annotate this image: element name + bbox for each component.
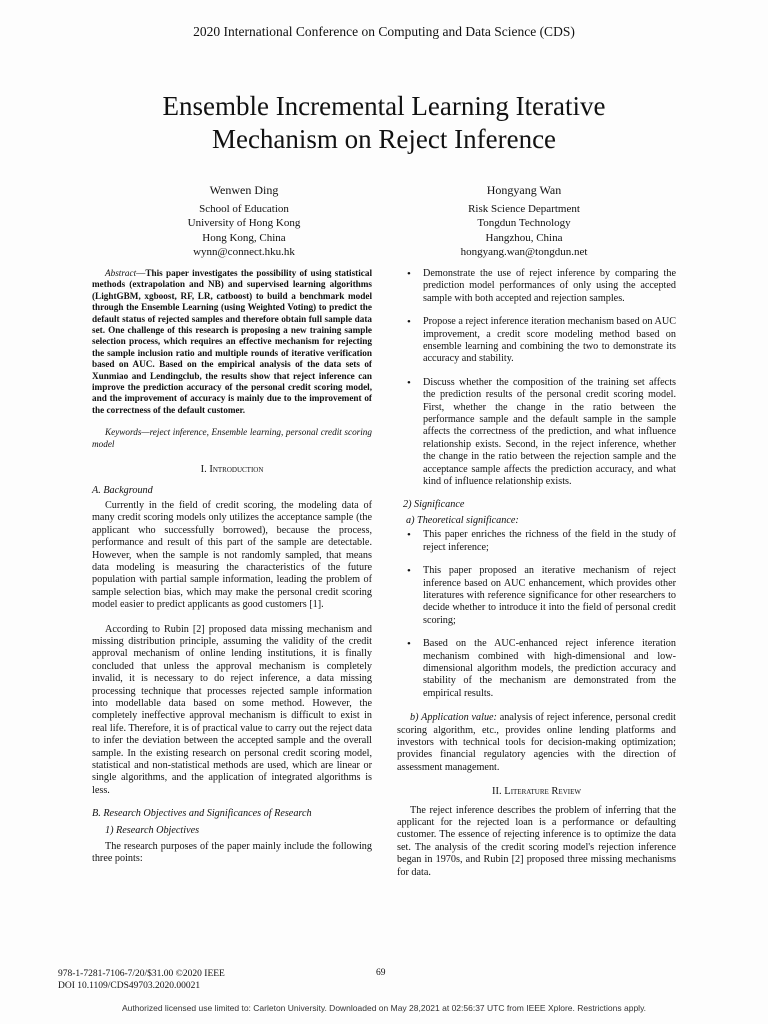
author-name: Wenwen Ding	[209, 183, 279, 197]
author-block-2	[414, 183, 634, 260]
author-location: Hangzhou, China	[485, 231, 563, 244]
abstract	[92, 268, 372, 416]
section-heading-introduction: I. Introduction	[200, 464, 264, 476]
theoretical-significance-label: a) Theoretical significance:	[406, 514, 519, 526]
bullet-item: • This paper enriches the richness of the field in the study of reject inference;	[397, 529, 676, 554]
author-dept: School of Education	[199, 202, 289, 215]
keywords: Keywords—reject inference, Ensemble learning, personal credit scoring model	[92, 427, 372, 449]
section-heading-literature-review: II. Literature Review	[492, 786, 581, 798]
abstract-text: This paper investigates the possibility of using statistical methods (extrapolation and NB) and supervised learning algorithms (LightGBM, xgboost, RF, LR, catboost) to build a benchmark model through the Ensemble Learning (using Weighted Voting) to predict the default status of rejected samples and therefore obtain full sample data set. One challenge of this research is proposing a new training sample selection process, which requires an effective mechanism for rejecting the sample inclusion ratio and multiple rounds of iterative verification based on AUC. Based on the empirical analysis of the data sets of Xunmiao and Lendingclub, the results show that reject inference can improve the prediction accuracy of the personal credit scoring model, and the improvement of accuracy is mainly due to the improvement of the correctness of the default customer.	[92, 268, 372, 415]
author-dept: Risk Science Department	[468, 202, 580, 215]
bullet-item: • Discuss whether the composition of the training set affects the prediction results of the personal credit scoring model. First, whether the change in the ratio between the performance sample and the default sample in the sample affects the correctness of the prediction, and what influence relationship exists. Second, in the reject inference, whether the change in the ratio between the rejection sample and the acceptance sample affects the prediction accuracy, and what kind of influence relationship exists.	[397, 377, 676, 489]
left-column	[92, 268, 372, 866]
footer-identifiers	[58, 968, 225, 992]
author-email: wynn@connect.hku.hk	[193, 246, 295, 259]
subsubsection-research-objectives: 1) Research Objectives	[105, 824, 200, 836]
subsubsection-significance: 2) Significance	[403, 498, 465, 510]
author-email: hongyang.wan@tongdun.net	[460, 246, 588, 259]
author-name: Hongyang Wan	[486, 183, 562, 197]
application-value-text: analysis of reject inference, personal credit scoring algorithm, etc., provides online lending platforms and investors with technical tools for decision-making optimization; provides financial regulatory agencies with the direction of assessment management.	[397, 712, 676, 773]
paper-title	[0, 90, 768, 156]
application-value-label: b) Application value:	[410, 712, 497, 724]
bullet-item: • Demonstrate the use of reject inference by comparing the prediction model performances of only using the accepted sample with both accepted and rejection samples.	[397, 268, 676, 305]
subsection-background: A. Background	[92, 484, 153, 496]
isbn-line: 978-1-7281-7106-7/20/$31.00 ©2020 IEEE	[58, 969, 225, 979]
paragraph: Currently in the field of credit scoring, the modeling data of many credit scoring models only utilizes the acceptance sample (the applicant who successfully borrowed), because the process, performance and result of this part of the sample are detectable. However, when the sample is not randomly sampled, that means data modeling is measuring the characteristics of the future population with partial sample information, leading the problem of sample selection bias, which may make the personal credit scoring model easier to predict applicants as good customers [1].	[92, 499, 372, 611]
author-block-1	[134, 183, 354, 260]
doi-line: DOI 10.1109/CDS49703.2020.00021	[58, 981, 201, 991]
paragraph: The reject inference describes the problem of inferring that the applicant for the rejected loan is a performance or defaulting customer. The essence of rejecting inference is to optimize the data set. The analysis of the credit scoring model's rejection inference began in 1970s, and Rubin [2] proposed three missing mechanisms for data.	[397, 804, 676, 878]
paragraph: According to Rubin [2] proposed data missing mechanism and missing distribution principle, assuming the validity of the credit approval mechanism of online lending institutions, it is finally concluded that unless the approval mechanism is completely invalid, it is necessary to do reject inference, a data missing processing technique that processes rejected sample information into modellable data based on some method. However, the completely ineffective approval mechanism is difficult to exist in real life. Therefore, it is of practical value to carry out the reject data to infer the deviation between the accepted sample and the overall sample. In the existing research on personal credit scoring model, statistical and non-statistical methods are used, which are linear or single algorithms, and the application of integrated algorithms is less.	[92, 623, 372, 796]
conference-header: 2020 International Conference on Computing and Data Science (CDS)	[193, 24, 575, 39]
abstract-dash: —	[136, 268, 146, 278]
author-org: University of Hong Kong	[187, 217, 301, 230]
abstract-label: Abstract	[105, 268, 137, 278]
subsection-objectives: B. Research Objectives and Significances of Research	[92, 808, 312, 820]
title-line-1: Ensemble Incremental Learning Iterative	[162, 91, 606, 121]
author-org: Tongdun Technology	[477, 217, 571, 230]
author-location: Hong Kong, China	[202, 231, 286, 244]
page-number: 69	[376, 968, 386, 978]
title-line-2: Mechanism on Reject Inference	[211, 124, 557, 154]
bullet-item: • This paper proposed an iterative mechanism of reject inference based on AUC enhancement, which provides other literatures with reference significance for other researchers to decide whether to introduce it into the field of personal credit scoring;	[397, 565, 676, 627]
right-column	[397, 268, 676, 879]
bullet-item: • Propose a reject inference iteration mechanism based on AUC improvement, a credit score modeling method based on ensemble learning and combining the two to demonstrate its accuracy and stability.	[397, 316, 676, 366]
license-notice: Authorized licensed use limited to: Carleton University. Downloaded on May 28,2021 at 02:56:37 UTC from IEEE Xplore. Restrictions apply.	[121, 1003, 647, 1013]
bullet-item: • Based on the AUC-enhanced reject inference iteration mechanism combined with high-dimensional and low-dimensional algorithm models, the prediction accuracy and stability of the mechanism are demonstrated from the empirical results.	[397, 638, 676, 700]
paragraph-application-value	[397, 712, 676, 774]
paragraph: The research purposes of the paper mainly include the following three points:	[92, 841, 372, 865]
